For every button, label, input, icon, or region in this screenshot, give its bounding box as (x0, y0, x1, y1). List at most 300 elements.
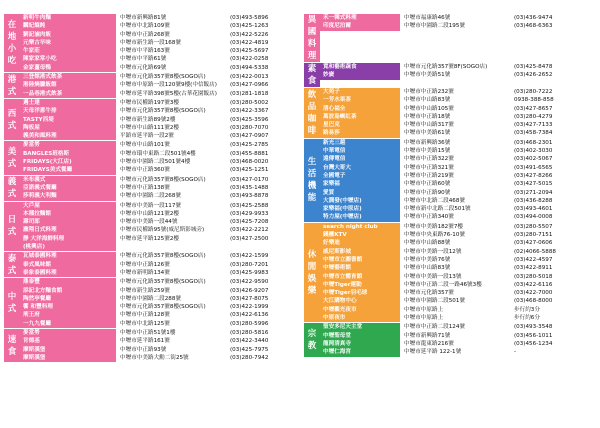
directory-row (20, 261, 300, 269)
place-phone: (03)427-8657 (514, 105, 553, 112)
place-phone: (03)280-4279 (514, 113, 553, 120)
place-phone: (03)280-7151 (514, 232, 553, 239)
category-char: 教 (307, 340, 317, 351)
place-phone: (03)280-7222 (514, 89, 553, 95)
place-name: 大江購物中心 (320, 297, 400, 305)
place-address: 中壢市中園路二段288號 (120, 295, 182, 302)
place-phone: (03)468-6363 (514, 23, 553, 30)
place-address: 中壢市元化路69號 (120, 64, 167, 71)
place-phone: (03)422-6136 (230, 312, 269, 319)
place-phone: (03)280-7070 (230, 124, 269, 131)
directory-row (320, 121, 596, 129)
place-phone: (03)427-8075 (230, 295, 269, 302)
directory-row (20, 269, 300, 277)
place-address: 平鎮市延平路一段2號 (120, 133, 174, 140)
place-phone: (03)271-2094 (514, 189, 553, 196)
directory-row (320, 323, 596, 331)
place-address: 中壢市新中北路二段501號 (404, 206, 471, 213)
directory-row (320, 289, 596, 297)
place-name: 寬和藝術蔬食 (320, 63, 400, 71)
directory-row (20, 287, 300, 295)
place-address: 中壢市中山路83號 (404, 265, 451, 272)
place-address: 中壢市延平路398號5樓(古華花園飯店) (120, 90, 217, 97)
place-address: 中壢市中正路340號 (404, 214, 454, 221)
place-phone: (03)402-3030 (514, 148, 553, 155)
place-address: 中壢市中山路88號 (404, 240, 451, 247)
category-char: 式 (7, 120, 17, 131)
place-name: 星巴克 (320, 121, 400, 129)
directory-row (320, 14, 596, 22)
place-name: 家樂福 (320, 180, 400, 188)
place-phone: (03)425-8478 (514, 64, 553, 70)
place-name: 亞諾義式餐廳 (20, 184, 116, 192)
place-phone: 步行約6分 (514, 315, 540, 322)
place-phone: 步行約3分 (514, 306, 540, 313)
category-char: 食 (307, 76, 317, 86)
category-char: 啡 (307, 125, 317, 136)
directory-row (320, 264, 596, 272)
place-phone: (03)427-0966 (230, 82, 269, 89)
place-phone: (02)4066-5888 (514, 248, 556, 255)
category-char: 理 (307, 51, 317, 61)
category-char: 港 (7, 74, 17, 85)
directory-row (20, 166, 300, 174)
place-name: 清心福全 (320, 105, 400, 113)
place-phone: (03)280-5002 (230, 99, 269, 106)
place-name: 泰象泰國料理 (20, 269, 116, 277)
directory-row (320, 205, 596, 213)
place-phone: (03)425-5697 (230, 48, 269, 55)
place-address: 中壢市元化路357號8樓(SOGO店) (120, 108, 206, 115)
place-phone: (03)280-5996 (230, 320, 269, 327)
place-name: 米布義式 (20, 176, 116, 184)
category-char: 宗 (307, 328, 317, 339)
place-address: 中壢市中正路268號 (120, 31, 170, 38)
directory-row (20, 303, 300, 311)
category-char: 式 (7, 189, 17, 200)
place-phone: (03)435-1488 (230, 184, 269, 191)
directory-row (320, 314, 596, 322)
directory-row (320, 189, 596, 197)
directory-row (20, 73, 300, 81)
category-char: 美 (7, 147, 17, 158)
place-address: 中壢市中正路138號 (120, 184, 170, 191)
place-phone: (03)468-0020 (230, 159, 269, 166)
place-phone: (03)422-0258 (230, 56, 269, 63)
place-phone: (03)425-9983 (230, 269, 269, 276)
place-phone: (03)427-0606 (514, 240, 553, 247)
place-name: 萬波島嶼紅茶 (320, 113, 400, 121)
category-label (304, 323, 320, 356)
right-directory-panel (304, 14, 596, 358)
place-address: 中壢市龍東路216號 (404, 340, 454, 347)
place-address: 中壢市中正路18號 (404, 113, 451, 120)
directory-group (4, 14, 300, 72)
place-name: 一品巷港式飲茶 (20, 90, 116, 98)
place-phone: (03)491-6565 (514, 164, 553, 171)
directory-row (20, 329, 300, 337)
place-address: 中壢市元化路357號8樓(SOGO店) (120, 176, 206, 183)
place-address: 中壢市中正路60號 (404, 181, 451, 188)
place-name: 好樂迪 (320, 239, 400, 247)
place-name: 妙廣 (320, 71, 400, 79)
place-name: 港陸燒臘飯館 (20, 81, 116, 89)
directory-row (20, 39, 300, 47)
place-address: 中壢市中原路上 (404, 306, 444, 313)
directory-row (20, 31, 300, 39)
directory-row (20, 337, 300, 345)
place-phone: (03)422-3440 (230, 338, 269, 345)
place-name: 牛家莊 (20, 47, 116, 55)
category-char: 式 (7, 159, 17, 170)
directory-row (320, 231, 596, 239)
place-phone: (03)425-7975 (230, 346, 269, 353)
place-address: 中壢市中山路105號 (404, 105, 454, 112)
directory-row (20, 202, 300, 210)
category-char: 式 (7, 304, 17, 315)
place-name: 家樂福(中原店) (320, 205, 400, 213)
place-phone: (03)455-8881 (230, 150, 269, 157)
place-name: 中壢聖母堂 (320, 332, 400, 340)
place-phone: (03)422-4597 (514, 256, 553, 263)
place-phone: (03)422-6116 (514, 281, 553, 288)
category-label (4, 329, 20, 362)
place-phone: (03)436-9474 (514, 15, 553, 21)
directory-group (4, 73, 300, 98)
directory-row (20, 132, 300, 140)
directory-row (320, 139, 596, 147)
group-separator (4, 362, 300, 363)
place-name: 陶板屋 (20, 124, 116, 132)
place-name: 中壢仁海宮 (320, 348, 400, 356)
place-name: 遠傳電信 (320, 155, 400, 163)
place-phone: (03)425-3596 (230, 116, 269, 123)
place-phone: (03)422-7000 (514, 290, 553, 297)
place-name: BANGLES班格斯 (20, 150, 116, 158)
place-address: 中壢市中美路一段44號 (120, 219, 178, 226)
directory-row (20, 81, 300, 89)
category-label (304, 139, 320, 222)
directory-row (320, 332, 596, 340)
directory-row (320, 348, 596, 356)
place-phone: (03)427-7133 (514, 122, 553, 129)
place-phone: (03)427-2500 (230, 235, 269, 242)
place-address: 中壢市中美路76號 (404, 256, 451, 263)
directory-group (4, 329, 300, 362)
place-address: 中壢市中美路182號7樓 (404, 223, 463, 230)
directory-row (20, 64, 300, 72)
place-address: 中壢市中山路317號 (404, 122, 454, 129)
place-phone: (03)494-5338 (230, 64, 269, 71)
place-name: 鼎泰豐 (20, 278, 116, 286)
place-address: 中壢市延平路 122-1號 (404, 349, 462, 356)
category-label (4, 202, 20, 252)
place-phone: (03)427-0907 (230, 133, 269, 140)
directory-row (320, 256, 596, 264)
place-address: 中壢市新興路81號 (120, 15, 167, 21)
place-address: 中壢市中正路126號 (120, 261, 170, 268)
directory-row (320, 172, 596, 180)
place-name: FRIDAYS美式餐廳 (20, 166, 116, 174)
category-char: 機 (307, 181, 317, 192)
category-char: 能 (307, 193, 317, 204)
category-label (304, 88, 320, 138)
place-name: 瀧翔日式料理 (20, 226, 116, 234)
place-phone: (03)425-1263 (230, 23, 269, 30)
category-label (304, 223, 320, 323)
place-name: 元樂古早味 (20, 39, 116, 47)
place-name: 邁士達 (20, 99, 116, 107)
directory-row (20, 252, 300, 260)
place-address: 中壢市新生路一段168號 (120, 39, 182, 46)
place-address: 中壢市元化路357號8樓(SOGO店) (120, 253, 206, 260)
directory-row (20, 192, 300, 200)
place-phone: (03)422-1999 (230, 304, 269, 311)
place-name: 肯德基 (20, 337, 116, 345)
place-address: 中壢市環中東路二段501號4樓 (120, 150, 196, 157)
place-name: 荊王府 (20, 311, 116, 319)
place-name: 壽司郎 (20, 218, 116, 226)
directory-row (320, 164, 596, 172)
place-phone: (03)280-5018 (514, 273, 553, 280)
place-name: 劉記滷肉飯 (20, 31, 116, 39)
directory-row (20, 210, 300, 218)
place-phone: (03)422-4819 (230, 39, 269, 46)
directory-row (320, 71, 596, 79)
place-phone: (03)425-1251 (230, 167, 269, 174)
place-name: 中壢藝術館 (320, 264, 400, 272)
category-char: 休 (307, 249, 317, 260)
category-char: 地 (7, 32, 17, 43)
category-label (4, 278, 20, 328)
place-name: 聖安多尼天主堂 (320, 323, 400, 331)
place-name: search night club (320, 223, 400, 231)
place-address: 中壢市中央東路76-10號 (404, 232, 466, 239)
directory-row (20, 235, 300, 243)
place-name: 特力屋(中壢店) (320, 213, 400, 221)
place-phone: (03)456-1234 (514, 340, 553, 347)
category-char: 異 (307, 15, 317, 25)
directory-row (320, 22, 596, 30)
place-address: 中壢市中山路83號 (404, 97, 451, 104)
place-address: 中壢市中園路二段195號 (404, 23, 466, 30)
place-name: 中壢Tiger羽毛球 (320, 289, 400, 297)
category-char: 飲 (307, 89, 317, 100)
place-phone: (03)422-3367 (230, 108, 269, 115)
place-address: 中壢市中美路一段13號 (404, 273, 462, 280)
place-address: 中壢市中原路上 (404, 315, 444, 322)
category-char: 吃 (7, 56, 17, 67)
place-address: 中壢市元化路357號8樓(SOGO店) (120, 304, 206, 311)
place-address: 中壢市中正路232號 (404, 89, 454, 95)
directory-row (320, 340, 596, 348)
place-address: 中壢市中平路61號 (120, 56, 167, 63)
directory-group (4, 278, 300, 328)
category-char: 泰 (7, 253, 17, 264)
directory-group (4, 252, 300, 277)
place-phone: - (514, 349, 517, 356)
place-address: 中壢市中美路61號 (404, 130, 451, 137)
category-label (4, 252, 20, 277)
place-phone: (03)280-7942 (230, 354, 269, 361)
place-name: 中原夜市 (320, 314, 400, 322)
category-char: 品 (307, 101, 317, 112)
directory-row (20, 90, 300, 98)
directory-row (320, 129, 596, 137)
place-name: 饗 和豐料理 (20, 303, 116, 311)
place-phone: (03)426-9207 (230, 287, 269, 294)
directory-row (20, 99, 300, 107)
directory-group (4, 202, 300, 252)
place-phone: (03)427-8266 (514, 172, 553, 179)
directory-row (20, 47, 300, 55)
place-name: 靜 大洋海鮮料理 (20, 235, 116, 243)
category-char: 樂 (307, 285, 317, 296)
place-phone: (03)422-1599 (230, 253, 269, 260)
place-address: 中壢市新興路71號 (404, 332, 451, 339)
left-directory-panel (4, 14, 300, 363)
category-label (4, 176, 20, 201)
place-address: 中壢市新生路259號 (120, 287, 170, 294)
place-name: 義美和風料理 (20, 132, 116, 140)
directory-row (20, 320, 300, 328)
category-label (304, 63, 320, 87)
place-name: 三登館港式飲茶 (20, 73, 116, 81)
place-address: 中壢市元化路357號8F(SOGO店) (404, 64, 488, 70)
category-char: 式 (7, 227, 17, 238)
place-name: 泰式風味館 (20, 261, 116, 269)
category-char: 食 (7, 346, 17, 357)
place-address: 中壢市中正路321號 (404, 164, 454, 171)
place-name: 摩斯漢堡 (20, 346, 116, 354)
place-phone: (03)494-0008 (514, 214, 553, 221)
category-char: 娛 (307, 273, 317, 284)
place-address: 中壢市中山路111號2樓 (120, 124, 179, 131)
category-char: 閒 (307, 261, 317, 272)
category-char: 西 (7, 108, 17, 119)
place-address: 中壢市中正路128號 (120, 312, 170, 319)
directory-row (320, 223, 596, 231)
place-phone: 0938-388-858 (514, 97, 554, 104)
category-char: 速 (7, 334, 17, 345)
place-phone: (03)427-0170 (230, 176, 269, 183)
category-char: 式 (7, 265, 17, 276)
directory-row (320, 180, 596, 188)
place-address: 中壢市中平路163號 (120, 48, 170, 55)
directory-group (4, 141, 300, 174)
directory-row (20, 107, 300, 115)
category-char: 咖 (307, 113, 317, 124)
place-name: 天母洋蔥牛排 (20, 107, 116, 115)
place-address: 中壢市中正路二段124號 (404, 324, 466, 331)
place-address: 中壢市中山路101號 (120, 142, 170, 149)
place-name: 印度尼泊爾 (320, 22, 400, 30)
place-phone: (03)456-1011 (514, 332, 553, 339)
place-name: 中壢市立圖書館 (320, 256, 400, 264)
place-name: 莎莉義大利麵 (20, 192, 116, 200)
place-phone: (03)280-5507 (514, 223, 553, 230)
category-char: 國 (307, 27, 317, 37)
place-phone: (03)468-2301 (514, 139, 553, 146)
directory-row (320, 88, 596, 96)
place-name: FRIDAYS(大江店) (20, 158, 116, 166)
place-phone: (03)427-5015 (514, 181, 553, 188)
place-address: 中壢市中正路90號 (404, 189, 451, 196)
directory-row (20, 295, 300, 303)
place-name: 大戶屋 (20, 202, 116, 210)
directory-row (20, 176, 300, 184)
directory-group (304, 139, 596, 222)
place-address: 中壢市中正路51號1樓 (120, 329, 176, 336)
place-name: 錢櫃KTV (320, 231, 400, 239)
directory-row (320, 306, 596, 314)
category-char: 料 (307, 39, 317, 49)
place-name: 一九九餐廳 (20, 320, 116, 328)
directory-row (20, 22, 300, 30)
directory-row (320, 105, 596, 113)
place-address: 中壢市元化路357號 (404, 290, 454, 297)
directory-row (20, 243, 300, 251)
place-address: 中壢市中正路322號 (404, 156, 454, 163)
place-name: 新明牛肉麵 (20, 14, 116, 22)
directory-row (20, 218, 300, 226)
directory-row (20, 354, 300, 362)
directory-row (20, 346, 300, 354)
place-address: 中壢市中正路219號 (404, 172, 454, 179)
place-name: 中壢Tiger運動 (320, 281, 400, 289)
place-name: TASTY西堤 (20, 116, 116, 124)
category-char: 日 (7, 215, 17, 226)
directory-row (320, 96, 596, 104)
place-address: 中壢市中正路93號 (120, 346, 167, 353)
place-phone: (03)281-1818 (230, 90, 269, 97)
place-address: 中壢市新明路134號 (120, 269, 170, 276)
directory-row (320, 281, 596, 289)
category-label (4, 73, 20, 98)
place-phone: (03)426-2652 (514, 72, 553, 79)
category-char: 式 (7, 86, 17, 97)
directory-row (20, 55, 300, 63)
place-name: 新光三越 (320, 139, 400, 147)
place-name: 大苑子 (320, 88, 400, 96)
place-phone: (03)429-9933 (230, 210, 269, 217)
directory-row (20, 311, 300, 319)
category-char: 中 (7, 292, 17, 303)
place-name: 禾一韓式料理 (320, 14, 400, 22)
place-phone: (03)493-3548 (514, 324, 553, 331)
place-name: 中華電信 (320, 147, 400, 155)
place-phone: (03)425-2785 (230, 142, 269, 149)
directory-row (320, 113, 596, 121)
place-name: 麥當勞 (20, 329, 116, 337)
place-address: 中壢市中正路360號 (120, 167, 170, 174)
directory-row (320, 297, 596, 305)
place-address: 中壢市元化路357號8樓(SOGO店) (120, 74, 206, 81)
directory-row (20, 184, 300, 192)
place-address: 中壢市中北路109號 (120, 23, 170, 30)
place-name: 中壢觀光夜市 (320, 306, 400, 314)
place-address: 中壢市新生路89號2樓 (120, 116, 176, 123)
directory-row (320, 273, 596, 281)
place-name: 麟妃餛飩 (20, 22, 116, 30)
place-phone: (03)493-5896 (230, 15, 269, 21)
place-address: 中壢市中美路大勳二街25號 (120, 354, 189, 361)
directory-group (304, 88, 596, 138)
category-label (304, 14, 320, 62)
category-char: 生 (307, 157, 317, 168)
directory-row (320, 63, 596, 71)
place-name: 添記北方麵食館 (20, 287, 116, 295)
